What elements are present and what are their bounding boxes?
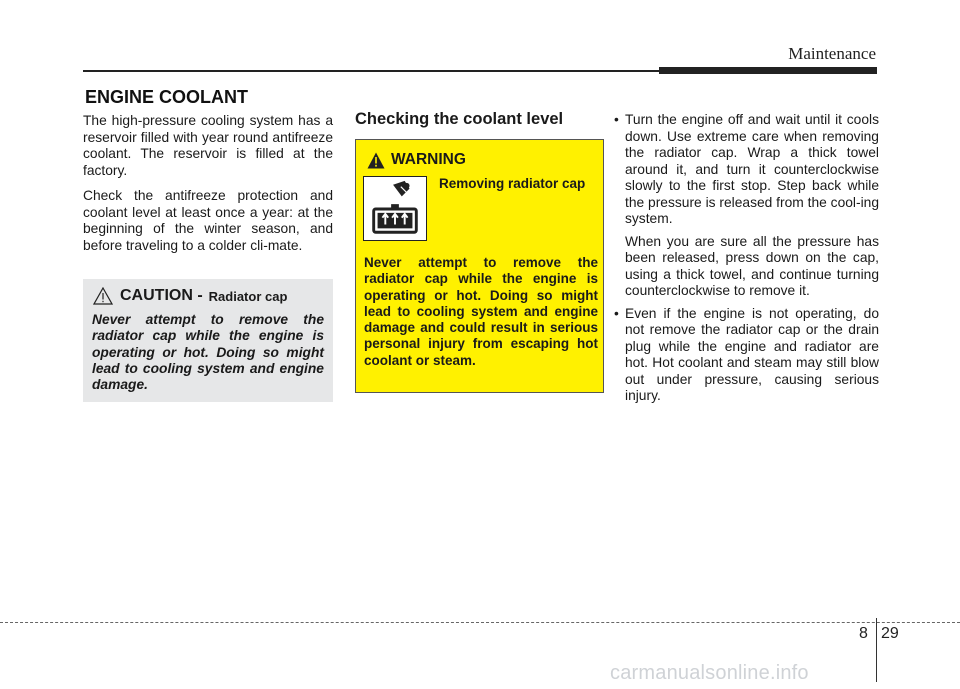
header-title: Maintenance [788, 44, 876, 63]
list-paragraph: Even if the engine is not operating, do not remove the radiator cap or the drain plug while the engine and radiator are hot. Hot coolant and steam may still blow out under pressure, causing serious injury. [625, 305, 879, 403]
caution-text: Never attempt to remove the radiator cap while the engine is operating or hot. Doing so might lead to cooling system and engine damage. [92, 312, 324, 393]
intro-paragraph: Check the antifreeze protection and coolant level at least once a year: at the beginning of the winter season, and before traveling to a colder cli-mate. [83, 188, 333, 253]
instructions-column [614, 112, 879, 411]
subheading: Checking the coolant level [355, 110, 564, 128]
bullet-icon: • [614, 305, 619, 321]
instruction-list [614, 112, 879, 405]
footer-divider [876, 618, 877, 682]
section-title: ENGINE COOLANT [85, 87, 249, 107]
footer-rule [0, 622, 960, 623]
warning-title: WARNING [391, 151, 466, 168]
page-chapter: 8 [859, 625, 868, 642]
caution-title: CAUTION - [120, 287, 203, 304]
list-item [614, 306, 879, 405]
caution-box [83, 279, 333, 402]
bullet-icon: • [614, 112, 619, 127]
warning-header [367, 151, 466, 169]
list-paragraph: When you are sure all the pressure has been released, press down on the cap, using a thick towel, and continue turning counterclockwise to remove it. [625, 233, 879, 298]
watermark: carmanualsonline.info [610, 662, 809, 684]
intro-paragraph: The high-pressure cooling system has a reservoir filled with year round antifreeze coolant. The reservoir is filled at the factory. [83, 113, 333, 178]
caution-header [93, 287, 287, 305]
hot-radiator-icon [363, 176, 427, 241]
caution-triangle-icon [93, 287, 113, 305]
warning-text: Never attempt to remove the radiator cap while the engine is operating or hot. Doing so might lead to cooling system and engine damage and could result in serious personal injury from escaping hot coolant or steam. [364, 255, 598, 368]
list-item [614, 112, 879, 300]
page-number: 29 [881, 625, 899, 642]
warning-box [355, 139, 604, 393]
warning-triangle-icon [367, 152, 385, 169]
intro-column [83, 113, 333, 263]
warning-icon-caption: Removing radiator cap [439, 176, 586, 191]
header-rule-accent [659, 67, 877, 74]
caution-subtitle: Radiator cap [208, 288, 288, 304]
list-paragraph: Turn the engine off and wait until it cools down. Use extreme care when removing the radiator cap. Wrap a thick towel around it, and turn it counterclockwise slowly to the first stop. Step back while the pressure is released from the cool-ing system. [625, 112, 879, 226]
